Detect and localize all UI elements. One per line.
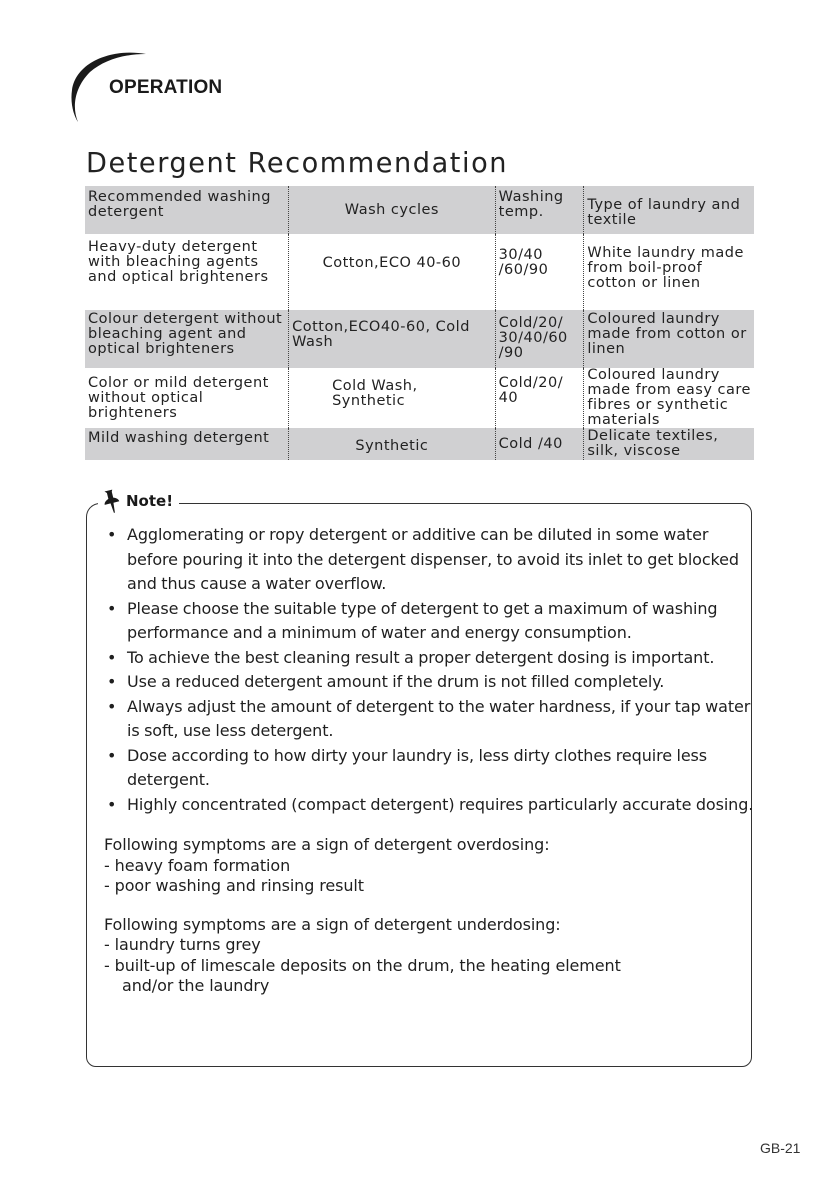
table-row: [85, 428, 754, 460]
underdosing-item: - built-up of limescale deposits on the drum, the heating element: [104, 955, 621, 975]
list-item-text: Use a reduced detergent amount if the drum is not filled completely.: [127, 672, 665, 691]
overdosing-heading: Following symptoms are a sign of detergent overdosing:: [104, 835, 550, 854]
cell-washing-temp: Cold/20/ 40: [495, 368, 584, 428]
detergent-table: [85, 186, 754, 460]
list-item-text: Highly concentrated (compact detergent) requires particularly accurate dosing.: [127, 794, 754, 814]
note-body: [104, 523, 754, 997]
bullet-icon: •: [107, 794, 117, 814]
section-header: [62, 46, 322, 126]
note-label: Note!: [126, 492, 174, 510]
underdosing-item: - laundry turns grey: [104, 935, 261, 954]
column-header-wash-cycles: Wash cycles: [289, 186, 496, 234]
list-item: [104, 646, 754, 671]
list-item: [104, 670, 754, 695]
bullet-icon: •: [107, 745, 117, 765]
underdosing-heading: Following symptoms are a sign of detergent underdosing:: [104, 914, 561, 934]
table-header-row: [85, 186, 754, 234]
note-heading: [98, 488, 179, 514]
cell-laundry-type: Coloured laundry made from easy care fibres or synthetic materials: [584, 368, 754, 428]
page-title: Detergent Recommendation: [86, 146, 509, 179]
cell-washing-temp: 30/40 /60/90: [495, 234, 584, 310]
column-header-detergent: Recommended washing detergent: [85, 186, 289, 234]
bullet-icon: •: [107, 598, 117, 618]
underdosing-item-continuation: and/or the laundry: [122, 976, 270, 995]
overdosing-section: [104, 835, 754, 897]
list-item: [104, 597, 754, 646]
cell-wash-cycles: Cotton,ECO40-60, Cold Wash: [289, 310, 496, 368]
underdosing-section: [104, 915, 754, 997]
cell-washing-temp: Cold/20/ 30/40/60 /90: [495, 310, 584, 368]
cell-wash-cycles: Cold Wash, Synthetic: [289, 368, 496, 428]
overdosing-item: - poor washing and rinsing result: [104, 876, 364, 895]
cell-wash-cycles: Synthetic: [289, 428, 496, 460]
cell-detergent: Colour detergent without bleaching agent and optical brighteners: [85, 310, 289, 368]
cell-wash-cycles: Cotton,ECO 40-60: [289, 234, 496, 310]
cell-detergent: Color or mild detergent without optical brighteners: [88, 375, 269, 421]
list-item-text: Agglomerating or ropy detergent or additive can be diluted in some water before pouring it into the detergent dispenser, to avoid its inlet to get blocked and thus cause a water overflow.: [127, 525, 739, 593]
list-item-text: Please choose the suitable type of detergent to get a maximum of washing performance and a minimum of water and energy consumption.: [127, 598, 718, 642]
table-row: [85, 368, 754, 428]
cell-washing-temp: Cold /40: [495, 428, 584, 460]
table-row: [85, 310, 754, 368]
bullet-icon: •: [107, 525, 117, 544]
table-row: [85, 234, 754, 310]
cell-laundry-type: White laundry made from boil-proof cotton or linen: [584, 234, 754, 310]
bullet-icon: •: [107, 696, 117, 716]
list-item-text: Dose according to how dirty your laundry is, less dirty clothes require less detergent.: [127, 745, 708, 789]
list-item: [104, 744, 754, 793]
column-header-laundry-type: Type of laundry and textile: [584, 186, 754, 234]
list-item: [104, 793, 754, 818]
list-item: [104, 523, 754, 597]
cell-laundry-type: Coloured laundry made from cotton or linen: [584, 310, 754, 368]
cell-detergent: Heavy-duty detergent with bleaching agents and optical brighteners: [88, 239, 269, 285]
page-number: GB-21: [760, 1140, 801, 1156]
list-item: [104, 695, 754, 744]
list-item-text: Always adjust the amount of detergent to the water hardness, if your tap water is soft, use less detergent.: [127, 696, 751, 740]
bullet-icon: •: [107, 672, 117, 691]
column-header-washing-temp: Washing temp.: [495, 186, 584, 234]
note-bullet-list: [104, 523, 754, 817]
cell-detergent: Mild washing detergent: [85, 428, 289, 460]
bullet-icon: •: [107, 647, 117, 667]
pushpin-icon: [102, 488, 122, 514]
list-item-text: To achieve the best cleaning result a proper detergent dosing is important.: [127, 647, 715, 667]
section-title: OPERATION: [109, 77, 223, 98]
cell-laundry-type: Delicate textiles, silk, viscose: [584, 428, 754, 460]
overdosing-item: - heavy foam formation: [104, 855, 291, 875]
